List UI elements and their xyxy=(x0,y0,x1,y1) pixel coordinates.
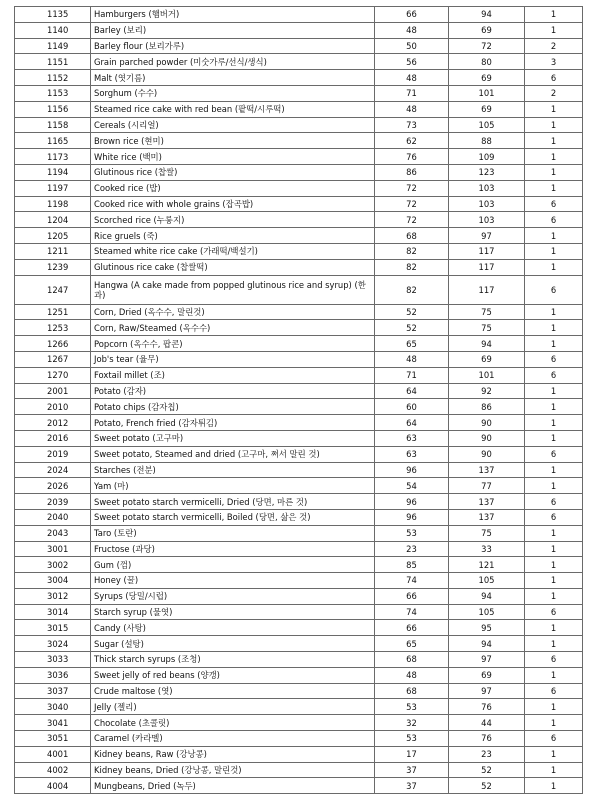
food-code-cell: 1239 xyxy=(15,259,91,275)
food-name-cell: Mungbeans, Dried (녹두) xyxy=(91,778,375,794)
food-name-cell: Taro (토란) xyxy=(91,525,375,541)
glycemic-load-cell: 117 xyxy=(449,243,525,259)
glycemic-index-cell: 73 xyxy=(375,117,449,133)
food-name-cell: Starches (전분) xyxy=(91,462,375,478)
group-cell: 2 xyxy=(525,38,583,54)
group-cell: 1 xyxy=(525,304,583,320)
table-row xyxy=(15,588,583,604)
food-code-cell: 3041 xyxy=(15,715,91,731)
group-cell: 1 xyxy=(525,383,583,399)
food-code-cell: 1197 xyxy=(15,180,91,196)
table-row xyxy=(15,38,583,54)
table-row xyxy=(15,22,583,38)
glycemic-load-cell: 94 xyxy=(449,336,525,352)
food-code-cell: 1153 xyxy=(15,85,91,101)
food-name-cell: Honey (꿀) xyxy=(91,573,375,589)
glycemic-index-cell: 50 xyxy=(375,38,449,54)
glycemic-index-cell: 54 xyxy=(375,478,449,494)
food-code-cell: 3040 xyxy=(15,699,91,715)
table-row xyxy=(15,133,583,149)
table-row xyxy=(15,715,583,731)
glycemic-load-cell: 117 xyxy=(449,275,525,304)
glycemic-load-cell: 75 xyxy=(449,320,525,336)
group-cell: 1 xyxy=(525,541,583,557)
glycemic-index-cell: 76 xyxy=(375,149,449,165)
glycemic-index-cell: 63 xyxy=(375,430,449,446)
group-cell: 6 xyxy=(525,446,583,462)
group-cell: 1 xyxy=(525,320,583,336)
glycemic-index-cell: 71 xyxy=(375,367,449,383)
table-row xyxy=(15,275,583,304)
glycemic-load-cell: 90 xyxy=(449,430,525,446)
food-name-cell: Sweet potato (고구마) xyxy=(91,430,375,446)
glycemic-load-cell: 69 xyxy=(449,667,525,683)
food-code-cell: 3004 xyxy=(15,573,91,589)
glycemic-index-cell: 23 xyxy=(375,541,449,557)
food-name-cell: White rice (백미) xyxy=(91,149,375,165)
food-name-cell: Syrups (당밀/시럽) xyxy=(91,588,375,604)
glycemic-load-cell: 72 xyxy=(449,38,525,54)
table-row xyxy=(15,557,583,573)
glycemic-index-cell: 71 xyxy=(375,85,449,101)
table-row xyxy=(15,367,583,383)
food-code-cell: 2026 xyxy=(15,478,91,494)
table-row xyxy=(15,164,583,180)
group-cell: 6 xyxy=(525,212,583,228)
glycemic-index-cell: 52 xyxy=(375,304,449,320)
glycemic-load-cell: 105 xyxy=(449,117,525,133)
glycemic-index-cell: 56 xyxy=(375,54,449,70)
glycemic-load-cell: 97 xyxy=(449,228,525,244)
glycemic-load-cell: 101 xyxy=(449,85,525,101)
glycemic-load-cell: 137 xyxy=(449,494,525,510)
group-cell: 1 xyxy=(525,636,583,652)
glycemic-index-cell: 37 xyxy=(375,762,449,778)
glycemic-index-cell: 96 xyxy=(375,494,449,510)
group-cell: 1 xyxy=(525,22,583,38)
food-code-cell: 1205 xyxy=(15,228,91,244)
glycemic-load-cell: 23 xyxy=(449,746,525,762)
food-code-cell: 1158 xyxy=(15,117,91,133)
table-row xyxy=(15,667,583,683)
food-code-cell: 2016 xyxy=(15,430,91,446)
glycemic-load-cell: 69 xyxy=(449,101,525,117)
food-name-cell: Sorghum (수수) xyxy=(91,85,375,101)
food-name-cell: Glutinous rice cake (찹쌀떡) xyxy=(91,259,375,275)
table-row xyxy=(15,212,583,228)
food-code-cell: 3014 xyxy=(15,604,91,620)
food-name-cell: Crude maltose (엿) xyxy=(91,683,375,699)
food-name-cell: Job's tear (율무) xyxy=(91,351,375,367)
food-name-cell: Starch syrup (물엿) xyxy=(91,604,375,620)
glycemic-load-cell: 86 xyxy=(449,399,525,415)
table-row xyxy=(15,180,583,196)
group-cell: 1 xyxy=(525,415,583,431)
group-cell: 6 xyxy=(525,275,583,304)
glycemic-index-cell: 66 xyxy=(375,620,449,636)
food-code-cell: 1140 xyxy=(15,22,91,38)
food-name-cell: Grain parched powder (미숫가루/선식/생식) xyxy=(91,54,375,70)
food-code-cell: 3033 xyxy=(15,652,91,668)
food-code-cell: 2043 xyxy=(15,525,91,541)
group-cell: 1 xyxy=(525,399,583,415)
group-cell: 6 xyxy=(525,604,583,620)
glycemic-index-cell: 53 xyxy=(375,699,449,715)
glycemic-load-cell: 103 xyxy=(449,212,525,228)
table-row xyxy=(15,620,583,636)
food-name-cell: Rice gruels (죽) xyxy=(91,228,375,244)
table-row xyxy=(15,636,583,652)
food-name-cell: Malt (엿기름) xyxy=(91,70,375,86)
glycemic-index-cell: 66 xyxy=(375,7,449,23)
table-row xyxy=(15,652,583,668)
glycemic-index-cell: 72 xyxy=(375,180,449,196)
glycemic-load-cell: 137 xyxy=(449,462,525,478)
glycemic-index-cell: 48 xyxy=(375,70,449,86)
glycemic-index-cell: 17 xyxy=(375,746,449,762)
glycemic-index-cell: 60 xyxy=(375,399,449,415)
glycemic-load-cell: 92 xyxy=(449,383,525,399)
glycemic-index-cell: 72 xyxy=(375,212,449,228)
food-name-cell: Yam (마) xyxy=(91,478,375,494)
table-row xyxy=(15,196,583,212)
table-row xyxy=(15,446,583,462)
group-cell: 6 xyxy=(525,70,583,86)
food-code-cell: 1253 xyxy=(15,320,91,336)
group-cell: 1 xyxy=(525,164,583,180)
table-row xyxy=(15,541,583,557)
glycemic-load-cell: 117 xyxy=(449,259,525,275)
food-code-cell: 1173 xyxy=(15,149,91,165)
table-row xyxy=(15,778,583,794)
group-cell: 1 xyxy=(525,259,583,275)
glycemic-load-cell: 88 xyxy=(449,133,525,149)
food-name-cell: Cooked rice (밥) xyxy=(91,180,375,196)
table-row xyxy=(15,462,583,478)
glycemic-load-cell: 105 xyxy=(449,604,525,620)
food-name-cell: Chocolate (초콜릿) xyxy=(91,715,375,731)
glycemic-load-cell: 97 xyxy=(449,683,525,699)
glycemic-load-cell: 121 xyxy=(449,557,525,573)
group-cell: 1 xyxy=(525,133,583,149)
glycemic-load-cell: 44 xyxy=(449,715,525,731)
food-name-cell: Kidney beans, Dried (강낭콩, 말린것) xyxy=(91,762,375,778)
food-name-cell: Caramel (카라멜) xyxy=(91,731,375,747)
group-cell: 1 xyxy=(525,699,583,715)
food-code-cell: 1198 xyxy=(15,196,91,212)
group-cell: 1 xyxy=(525,336,583,352)
table-row xyxy=(15,7,583,23)
group-cell: 1 xyxy=(525,620,583,636)
glycemic-index-cell: 48 xyxy=(375,22,449,38)
table-row xyxy=(15,351,583,367)
group-cell: 1 xyxy=(525,149,583,165)
glycemic-load-cell: 94 xyxy=(449,7,525,23)
group-cell: 1 xyxy=(525,101,583,117)
glycemic-load-cell: 52 xyxy=(449,778,525,794)
food-name-cell: Foxtail millet (조) xyxy=(91,367,375,383)
food-code-cell: 3037 xyxy=(15,683,91,699)
food-name-cell: Sweet potato starch vermicelli, Dried (당면, 마른 것) xyxy=(91,494,375,510)
table-row xyxy=(15,399,583,415)
glycemic-load-cell: 94 xyxy=(449,636,525,652)
glycemic-load-cell: 69 xyxy=(449,22,525,38)
food-code-cell: 3015 xyxy=(15,620,91,636)
glycemic-load-cell: 105 xyxy=(449,573,525,589)
food-name-cell: Hangwa (A cake made from popped glutinous rice and syrup) (한과) xyxy=(91,275,375,304)
glycemic-load-cell: 95 xyxy=(449,620,525,636)
food-name-cell: Steamed white rice cake (가래떡/백설기) xyxy=(91,243,375,259)
glycemic-index-cell: 72 xyxy=(375,196,449,212)
glycemic-load-cell: 52 xyxy=(449,762,525,778)
glycemic-index-cell: 74 xyxy=(375,604,449,620)
glycemic-index-cell: 82 xyxy=(375,275,449,304)
food-code-cell: 1266 xyxy=(15,336,91,352)
glycemic-index-cell: 64 xyxy=(375,415,449,431)
glycemic-index-cell: 53 xyxy=(375,525,449,541)
food-code-cell: 2039 xyxy=(15,494,91,510)
glycemic-index-cell: 32 xyxy=(375,715,449,731)
food-code-cell: 2019 xyxy=(15,446,91,462)
glycemic-index-cell: 37 xyxy=(375,778,449,794)
food-code-cell: 1165 xyxy=(15,133,91,149)
food-code-cell: 3051 xyxy=(15,731,91,747)
group-cell: 1 xyxy=(525,667,583,683)
group-cell: 6 xyxy=(525,652,583,668)
glycemic-load-cell: 123 xyxy=(449,164,525,180)
table-row xyxy=(15,336,583,352)
glycemic-load-cell: 103 xyxy=(449,180,525,196)
food-name-cell: Sweet jelly of red beans (양갱) xyxy=(91,667,375,683)
glycemic-load-cell: 75 xyxy=(449,304,525,320)
group-cell: 1 xyxy=(525,573,583,589)
group-cell: 1 xyxy=(525,462,583,478)
glycemic-index-cell: 96 xyxy=(375,462,449,478)
table-row xyxy=(15,683,583,699)
table-row xyxy=(15,509,583,525)
glycemic-index-cell: 82 xyxy=(375,259,449,275)
food-code-cell: 1152 xyxy=(15,70,91,86)
table-row xyxy=(15,415,583,431)
group-cell: 6 xyxy=(525,509,583,525)
food-name-cell: Cooked rice with whole grains (잡곡밥) xyxy=(91,196,375,212)
group-cell: 1 xyxy=(525,243,583,259)
food-code-cell: 2040 xyxy=(15,509,91,525)
group-cell: 1 xyxy=(525,715,583,731)
food-name-cell: Sweet potato starch vermicelli, Boiled (당면, 삶은 것) xyxy=(91,509,375,525)
glycemic-index-cell: 66 xyxy=(375,588,449,604)
table-row xyxy=(15,746,583,762)
table-row xyxy=(15,383,583,399)
group-cell: 1 xyxy=(525,588,583,604)
group-cell: 2 xyxy=(525,85,583,101)
food-code-cell: 1149 xyxy=(15,38,91,54)
glycemic-load-cell: 77 xyxy=(449,478,525,494)
glycemic-index-cell: 64 xyxy=(375,383,449,399)
glycemic-load-cell: 137 xyxy=(449,509,525,525)
food-code-cell: 1267 xyxy=(15,351,91,367)
glycemic-index-cell: 52 xyxy=(375,320,449,336)
food-name-cell: Thick starch syrups (조청) xyxy=(91,652,375,668)
food-code-cell: 2024 xyxy=(15,462,91,478)
food-code-cell: 1194 xyxy=(15,164,91,180)
table-row xyxy=(15,494,583,510)
food-name-cell: Barley flour (보리가루) xyxy=(91,38,375,54)
table-row xyxy=(15,85,583,101)
food-code-cell: 1211 xyxy=(15,243,91,259)
food-name-cell: Scorched rice (누룽지) xyxy=(91,212,375,228)
table-row xyxy=(15,259,583,275)
food-code-cell: 2012 xyxy=(15,415,91,431)
glycemic-load-cell: 33 xyxy=(449,541,525,557)
food-code-cell: 2001 xyxy=(15,383,91,399)
glycemic-load-cell: 97 xyxy=(449,652,525,668)
glycemic-load-cell: 109 xyxy=(449,149,525,165)
food-code-cell: 1204 xyxy=(15,212,91,228)
glycemic-index-cell: 82 xyxy=(375,243,449,259)
glycemic-load-cell: 90 xyxy=(449,415,525,431)
table-row xyxy=(15,101,583,117)
food-name-cell: Potato (감자) xyxy=(91,383,375,399)
glycemic-index-cell: 62 xyxy=(375,133,449,149)
food-name-cell: Popcorn (옥수수, 팝콘) xyxy=(91,336,375,352)
food-code-cell: 4004 xyxy=(15,778,91,794)
group-cell: 6 xyxy=(525,494,583,510)
group-cell: 1 xyxy=(525,180,583,196)
food-code-cell: 1151 xyxy=(15,54,91,70)
glycemic-index-cell: 48 xyxy=(375,351,449,367)
glycemic-index-cell: 48 xyxy=(375,667,449,683)
food-name-cell: Corn, Raw/Steamed (옥수수) xyxy=(91,320,375,336)
glycemic-index-cell: 68 xyxy=(375,228,449,244)
glycemic-index-cell: 86 xyxy=(375,164,449,180)
table-row xyxy=(15,243,583,259)
food-code-cell: 1247 xyxy=(15,275,91,304)
glycemic-index-cell: 74 xyxy=(375,573,449,589)
food-name-cell: Steamed rice cake with red bean (팥떡/시루떡) xyxy=(91,101,375,117)
food-code-cell: 4001 xyxy=(15,746,91,762)
table-row xyxy=(15,149,583,165)
table-row xyxy=(15,430,583,446)
table-row xyxy=(15,320,583,336)
group-cell: 1 xyxy=(525,430,583,446)
food-table-body xyxy=(15,7,583,794)
table-row xyxy=(15,304,583,320)
food-name-cell: Kidney beans, Raw (강낭콩) xyxy=(91,746,375,762)
food-name-cell: Cereals (시리얼) xyxy=(91,117,375,133)
group-cell: 6 xyxy=(525,367,583,383)
table-row xyxy=(15,70,583,86)
food-code-cell: 1270 xyxy=(15,367,91,383)
glycemic-load-cell: 69 xyxy=(449,70,525,86)
food-code-cell: 1251 xyxy=(15,304,91,320)
glycemic-index-cell: 65 xyxy=(375,636,449,652)
food-code-cell: 1135 xyxy=(15,7,91,23)
group-cell: 1 xyxy=(525,228,583,244)
group-cell: 6 xyxy=(525,196,583,212)
group-cell: 1 xyxy=(525,778,583,794)
food-name-cell: Potato, French fried (감자튀김) xyxy=(91,415,375,431)
glycemic-index-cell: 48 xyxy=(375,101,449,117)
table-row xyxy=(15,117,583,133)
food-name-cell: Brown rice (현미) xyxy=(91,133,375,149)
table-row xyxy=(15,731,583,747)
table-row xyxy=(15,525,583,541)
glycemic-index-cell: 68 xyxy=(375,683,449,699)
glycemic-load-cell: 101 xyxy=(449,367,525,383)
group-cell: 6 xyxy=(525,351,583,367)
food-code-cell: 3001 xyxy=(15,541,91,557)
group-cell: 1 xyxy=(525,117,583,133)
food-code-cell: 4002 xyxy=(15,762,91,778)
glycemic-index-cell: 53 xyxy=(375,731,449,747)
group-cell: 1 xyxy=(525,478,583,494)
table-row xyxy=(15,699,583,715)
food-name-cell: Jelly (젤리) xyxy=(91,699,375,715)
food-name-cell: Gum (껌) xyxy=(91,557,375,573)
food-name-cell: Fructose (과당) xyxy=(91,541,375,557)
group-cell: 1 xyxy=(525,525,583,541)
group-cell: 6 xyxy=(525,731,583,747)
group-cell: 3 xyxy=(525,54,583,70)
glycemic-index-cell: 63 xyxy=(375,446,449,462)
glycemic-index-cell: 68 xyxy=(375,652,449,668)
glycemic-load-cell: 94 xyxy=(449,588,525,604)
group-cell: 1 xyxy=(525,746,583,762)
table-row xyxy=(15,762,583,778)
table-row xyxy=(15,573,583,589)
glycemic-load-cell: 90 xyxy=(449,446,525,462)
food-code-cell: 3024 xyxy=(15,636,91,652)
table-row xyxy=(15,478,583,494)
food-name-cell: Candy (사탕) xyxy=(91,620,375,636)
glycemic-index-cell: 65 xyxy=(375,336,449,352)
food-table xyxy=(14,6,583,794)
group-cell: 1 xyxy=(525,557,583,573)
food-code-cell: 3002 xyxy=(15,557,91,573)
food-code-cell: 3036 xyxy=(15,667,91,683)
glycemic-index-cell: 85 xyxy=(375,557,449,573)
group-cell: 1 xyxy=(525,7,583,23)
food-code-cell: 1156 xyxy=(15,101,91,117)
food-name-cell: Potato chips (감자칩) xyxy=(91,399,375,415)
glycemic-index-cell: 96 xyxy=(375,509,449,525)
food-code-cell: 3012 xyxy=(15,588,91,604)
food-code-cell: 2010 xyxy=(15,399,91,415)
group-cell: 6 xyxy=(525,683,583,699)
food-name-cell: Hamburgers (햄버거) xyxy=(91,7,375,23)
food-name-cell: Corn, Dried (옥수수, 말린것) xyxy=(91,304,375,320)
food-name-cell: Sweet potato, Steamed and dried (고구마, 쪄서 말린 것) xyxy=(91,446,375,462)
food-name-cell: Glutinous rice (찹쌀) xyxy=(91,164,375,180)
glycemic-load-cell: 75 xyxy=(449,525,525,541)
glycemic-load-cell: 103 xyxy=(449,196,525,212)
group-cell: 1 xyxy=(525,762,583,778)
glycemic-load-cell: 76 xyxy=(449,731,525,747)
glycemic-load-cell: 69 xyxy=(449,351,525,367)
glycemic-load-cell: 80 xyxy=(449,54,525,70)
table-row xyxy=(15,228,583,244)
table-row xyxy=(15,604,583,620)
glycemic-load-cell: 76 xyxy=(449,699,525,715)
food-name-cell: Barley (보리) xyxy=(91,22,375,38)
food-name-cell: Sugar (설탕) xyxy=(91,636,375,652)
table-row xyxy=(15,54,583,70)
